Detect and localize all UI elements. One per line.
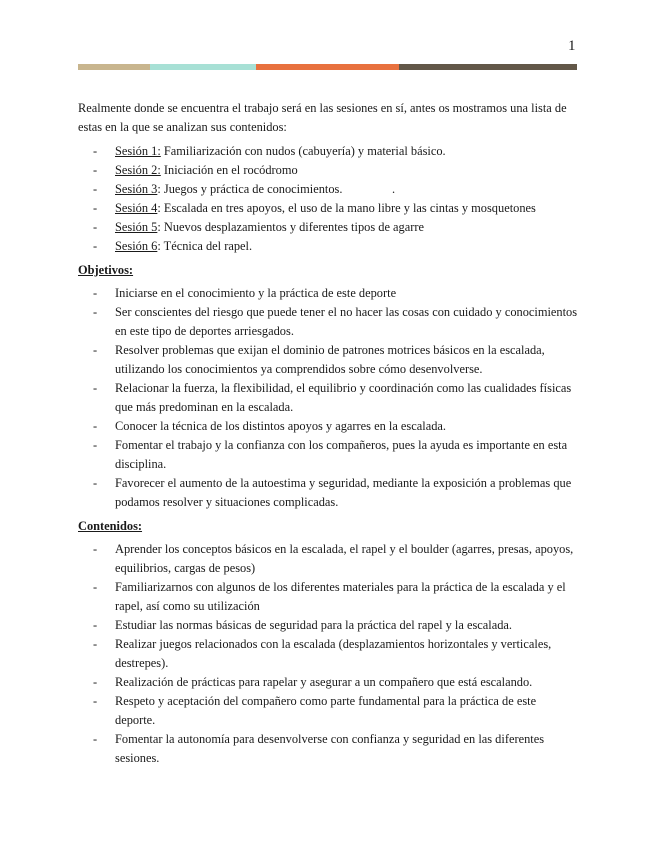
contenido-item: - Aprender los conceptos básicos en la escalada, el rapel y el boulder (agarres, presas, apoyos, equilibrios, cargas de pesos) <box>93 542 574 575</box>
color-bar-segment <box>256 64 399 70</box>
color-bar-segment <box>399 64 577 70</box>
objetivo-item: - Iniciarse en el conocimiento y la práctica de este deporte <box>93 286 397 300</box>
session-link: Sesión 1: <box>115 144 161 158</box>
document-body <box>78 99 578 768</box>
session-item: - Sesión 4: Escalada en tres apoyos, el uso de la mano libre y las cintas y mosquetones <box>93 201 536 215</box>
page-number: 1 <box>568 38 576 54</box>
contenidos-list <box>78 540 578 768</box>
header-color-bar <box>78 64 577 70</box>
session-link: Sesión 2: <box>115 163 161 177</box>
color-bar-segment <box>150 64 256 70</box>
contenido-item: - Respeto y aceptación del compañero como parte fundamental para la práctica de este deporte. <box>93 694 537 727</box>
session-link: Sesión 6 <box>115 239 158 253</box>
contenido-item: - Familiarizarnos con algunos de los diferentes materiales para la práctica de la escalada y el rapel, así como su utilización <box>93 580 566 613</box>
sessions-list <box>78 142 578 256</box>
session-link: Sesión 5 <box>115 220 158 234</box>
contenido-item: - Realizar juegos relacionados con la escalada (desplazamientos horizontales y verticales, destrepes). <box>93 637 552 670</box>
contenido-item: - Estudiar las normas básicas de seguridad para la práctica del rapel y la escalada. <box>93 618 513 632</box>
contenido-item: - Realización de prácticas para rapelar y asegurar a un compañero que está escalando. <box>93 675 533 689</box>
intro-paragraph: Realmente donde se encuentra el trabajo será en las sesiones en sí, antes os mostramos una lista de estas en la que se analizan sus contenidos: <box>78 101 567 134</box>
objetivo-item: - Conocer la técnica de los distintos apoyos y agarres en la escalada. <box>93 419 446 433</box>
objetivo-item: - Fomentar el trabajo y la confianza con los compañeros, pues la ayuda es importante en esta disciplina. <box>93 438 568 471</box>
color-bar-segment <box>78 64 150 70</box>
contenido-item: - Fomentar la autonomía para desenvolverse con confianza y seguridad en las diferentes sesiones. <box>93 732 545 765</box>
session-item: - Sesión 6: Técnica del rapel. <box>93 239 253 253</box>
session-item: - Sesión 5: Nuevos desplazamientos y diferentes tipos de agarre <box>93 220 424 234</box>
session-text: Familiarización con nudos (cabuyería) y material básico. <box>160 144 446 158</box>
session-text: Iniciación en el rocódromo <box>160 163 298 177</box>
session-text: : Escalada en tres apoyos, el uso de la mano libre y las cintas y mosquetones <box>157 201 536 215</box>
session-link: Sesión 3 <box>115 182 158 196</box>
objetivos-list <box>78 284 578 512</box>
objetivo-item: - Favorecer el aumento de la autoestima y seguridad, mediante la exposición a problemas que podamos resolver y situaciones complicadas. <box>93 476 572 509</box>
session-item: - Sesión 2: Iniciación en el rocódromo <box>93 163 298 177</box>
objetivos-heading: Objetivos: <box>78 263 134 277</box>
objetivo-item: - Relacionar la fuerza, la flexibilidad, el equilibrio y coordinación como las cualidades físicas que más predominan en la escalada. <box>93 381 572 414</box>
session-item: - Sesión 1: Familiarización con nudos (cabuyería) y material básico. <box>93 144 446 158</box>
session-link: Sesión 4 <box>115 201 158 215</box>
session-text: : Técnica del rapel. <box>157 239 253 253</box>
objetivo-item: - Resolver problemas que exijan el dominio de patrones motrices básicos en la escalada, utilizando los conocimientos ya comprendidos sobre cómo desenvolverse. <box>93 343 545 376</box>
session-item: - Sesión 3: Juegos y práctica de conocimientos. . <box>93 182 396 196</box>
contenidos-heading: Contenidos: <box>78 519 143 533</box>
objetivo-item: - Ser conscientes del riesgo que puede tener el no hacer las cosas con cuidado y conocimientos en este tipo de deportes arriesgados. <box>93 305 578 338</box>
session-text: : Nuevos desplazamientos y diferentes tipos de agarre <box>157 220 424 234</box>
session-text: : Juegos y práctica de conocimientos. . <box>157 182 396 196</box>
